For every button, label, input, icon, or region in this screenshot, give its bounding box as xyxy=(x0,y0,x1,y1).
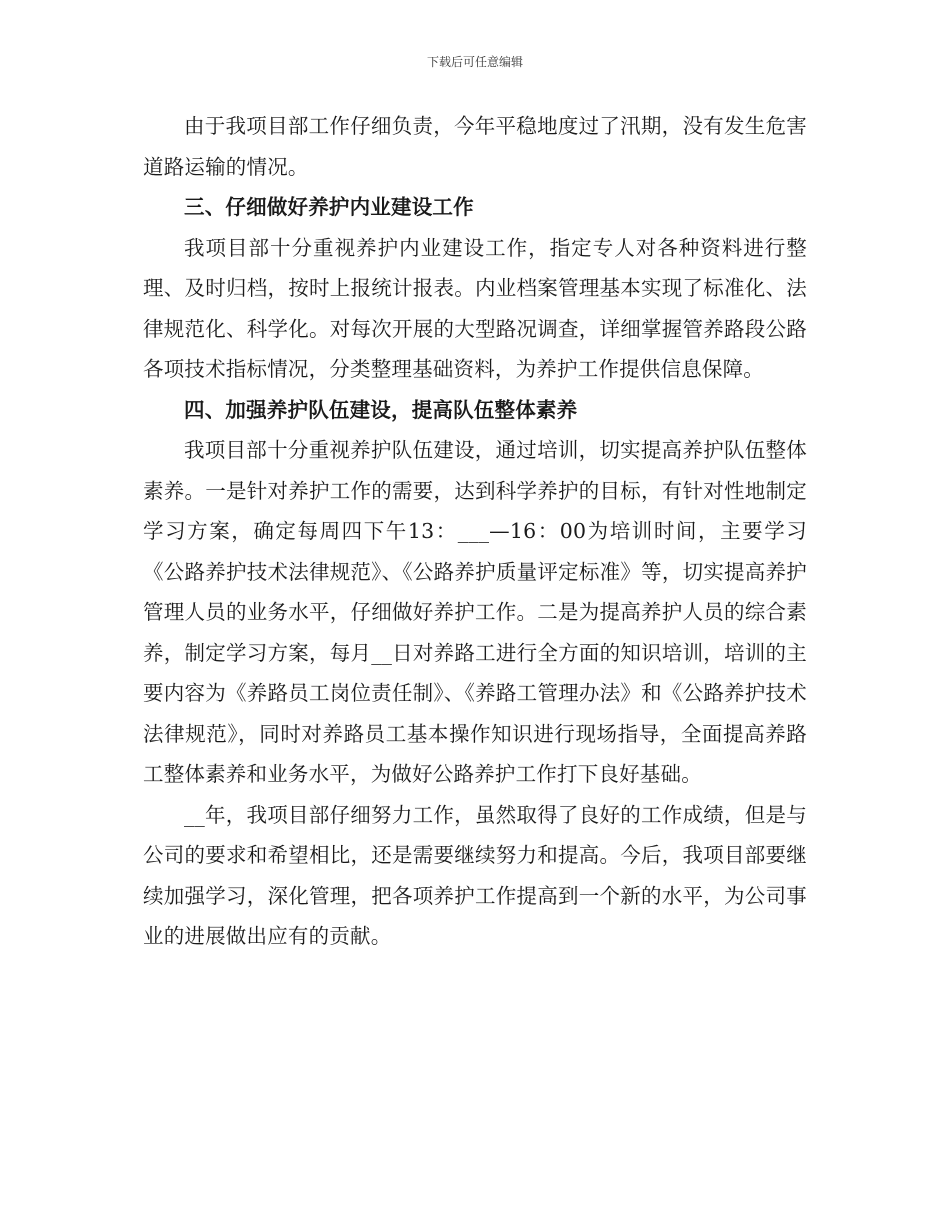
paragraph-conclusion: __年，我项目部仔细努力工作，虽然取得了良好的工作成绩，但是与公司的要求和希望相比，还是需要继续努力和提高。今后，我项目部要继续加强学习，深化管理，把各项养护工作提高到一个新的水平，为公司事业的进展做出应有的贡献。 xyxy=(143,802,807,948)
paragraph-team-training: 我项目部十分重视养护队伍建设，通过培训，切实提高养护队伍整体素养。一是针对养护工作的需要，达到科学养护的目标，有针对性地制定学习方案，确定每周四下午13：___—16：00为培训时间，主要学习《公路养护技术法律规范》、《公路养护质量评定标准》等，切实提高养护管理人员的业务水平，仔细做好养护工作。二是为提高养护人员的综合素养，制定学习方案，每月__日对养路工进行全方面的知识培训，培训的主要内容为《养路员工岗位责任制》、《养路工管理办法》和《公路养护技术法律规范》，同时对养路员工基本操作知识进行现场指导，全面提高养路工整体素养和业务水平，为做好公路养护工作打下良好基础。 xyxy=(143,438,807,786)
section-heading-3: 三、仔细做好养护内业建设工作 xyxy=(184,195,474,219)
section-heading-4: 四、加强养护队伍建设，提高队伍整体素养 xyxy=(184,397,578,422)
paragraph-internal-work: 我项目部十分重视养护内业建设工作，指定专人对各种资料进行整理、及时归档，按时上报统计报表。内业档案管理基本实现了标准化、法律规范化、科学化。对每次开展的大型路况调查，详细掌握管养路段公路各项技术指标情况，分类整理基础资料，为养护工作提供信息保障。 xyxy=(143,235,807,381)
paragraph-flood-season: 由于我项目部工作仔细负责，今年平稳地度过了汛期，没有发生危害道路运输的情况。 xyxy=(143,114,807,179)
document-body xyxy=(143,106,807,957)
page-header-note: 下载后可任意编辑 xyxy=(426,55,523,69)
